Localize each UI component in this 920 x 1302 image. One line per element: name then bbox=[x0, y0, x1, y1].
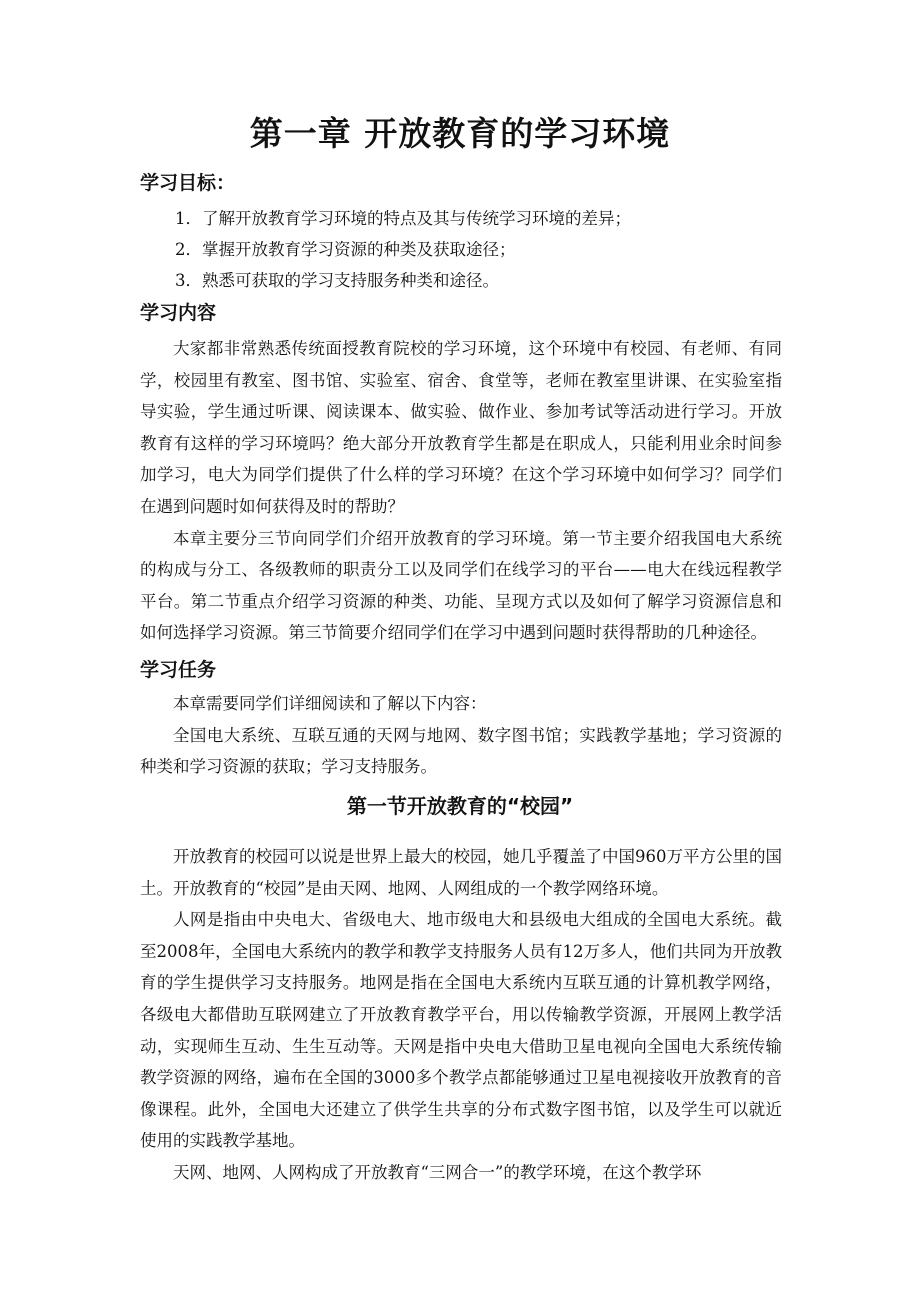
chapter-title: 第一章 开放教育的学习环境 bbox=[249, 114, 671, 153]
content-body bbox=[140, 333, 782, 649]
objectives-list bbox=[175, 203, 631, 296]
content-paragraph: 大家都非常熟悉传统面授教育院校的学习环境，这个环境中有校园、有老师、有同学，校园里有教室、图书馆、实验室、宿舍、食堂等，老师在教室里讲课、在实验室指导实验，学生通过听课、阅读课本、做实验、做作业、参加考试等活动进行学习。开放教育有这样的学习环境吗？绝大部分开放教育学生都是在职成人，只能利用业余时间参加学习，电大为同学们提供了什么样的学习环境？在这个学习环境中如何学习？同学们在遇到问题时如何获得及时的帮助？ bbox=[140, 339, 782, 516]
objective-item: 1．了解开放教育学习环境的特点及其与传统学习环境的差异； bbox=[175, 209, 631, 228]
section-paragraph: 开放教育的校园可以说是世界上最大的校园，她几乎覆盖了中国960万平方公里的国土。开放教育的“校园”是由天网、地网、人网组成的一个教学网络环境。 bbox=[140, 847, 782, 898]
tasks-body bbox=[140, 688, 782, 783]
content-heading: 学习内容 bbox=[140, 302, 217, 324]
objective-item: 3．熟悉可获取的学习支持服务种类和途径。 bbox=[175, 271, 499, 290]
objectives-heading: 学习目标： bbox=[140, 172, 236, 194]
section-paragraph: 人网是指由中央电大、省级电大、地市级电大和县级电大组成的全国电大系统。截至2008年，全国电大系统内的教学和教学支持服务人员有12万多人，他们共同为开放教育的学生提供学习支持服务。地网是指在全国电大系统内互联互通的计算机教学网络，各级电大都借助互联网建立了开放教育教学平台，用以传输教学资源，开展网上教学活动，实现师生互动、生生互动等。天网是指中央电大借助卫星电视向全国电大系统传输教学资源的网络，遍布在全国的3000多个教学点都能够通过卫星电视接收开放教育的音像课程。此外，全国电大还建立了供学生共享的分布式数字图书馆，以及学生可以就近使用的实践教学基地。 bbox=[140, 910, 782, 1151]
section-body bbox=[140, 841, 782, 1189]
section-paragraph: 天网、地网、人网构成了开放教育“三网合一”的教学环境，在这个教学环 bbox=[173, 1162, 702, 1182]
tasks-heading: 学习任务 bbox=[140, 659, 217, 681]
tasks-paragraph: 全国电大系统、互联互通的天网与地网、数字图书馆；实践教学基地；学习资源的种类和学习资源的获取；学习支持服务。 bbox=[140, 725, 782, 777]
tasks-paragraph: 本章需要同学们详细阅读和了解以下内容： bbox=[173, 694, 487, 713]
objective-item: 2．掌握开放教育学习资源的种类及获取途径； bbox=[175, 240, 516, 259]
content-paragraph: 本章主要分三节向同学们介绍开放教育的学习环境。第一节主要介绍我国电大系统的构成与分工、各级教师的职责分工以及同学们在线学习的平台——电大在线远程教学平台。第二节重点介绍学习资源的种类、功能、呈现方式以及如何了解学习资源信息和如何选择学习资源。第三节简要介绍同学们在学习中遇到问题时获得帮助的几种途径。 bbox=[140, 528, 782, 643]
section-title: 第一节开放教育的“校园” bbox=[346, 794, 574, 818]
